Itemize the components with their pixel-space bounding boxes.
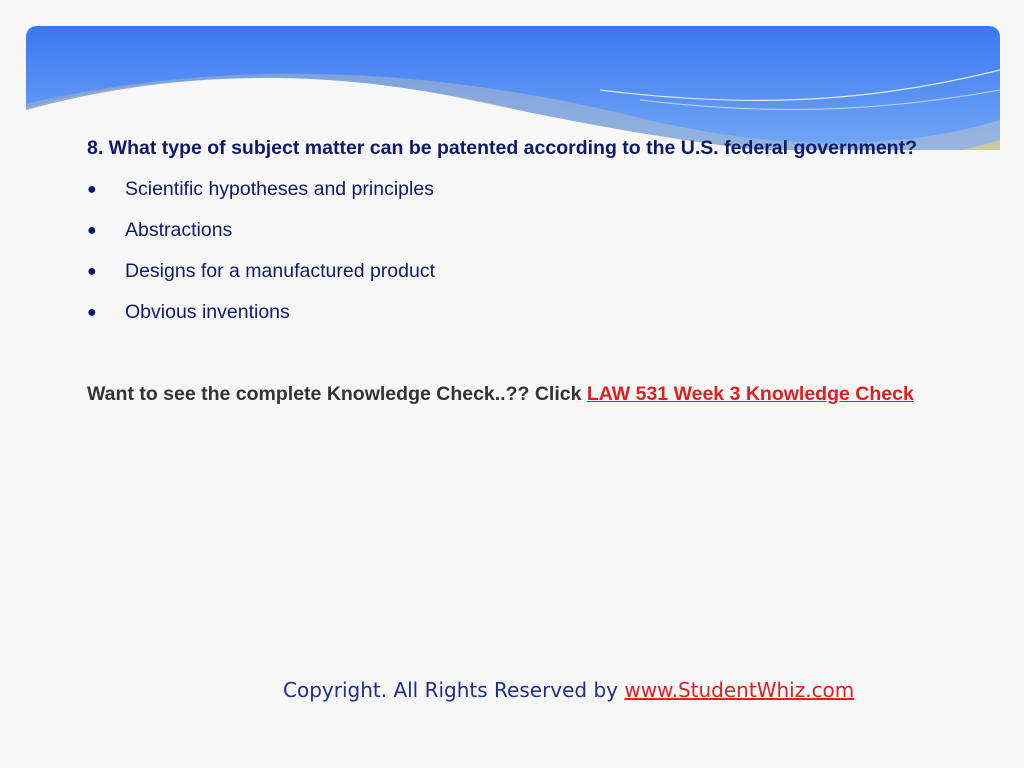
- bullet-icon: ●: [87, 181, 97, 198]
- list-item: [87, 292, 970, 333]
- list-item: [87, 169, 970, 210]
- slide-content: [87, 128, 970, 415]
- bullet-icon: ●: [87, 222, 97, 239]
- studentwhiz-link[interactable]: www.StudentWhiz.com: [624, 678, 855, 702]
- copyright-text: Copyright. All Rights Reserved by: [283, 678, 625, 702]
- answer-options-list: [87, 169, 970, 333]
- cta-prefix: Want to see the complete Knowledge Check..?? Click: [87, 383, 587, 405]
- option-label: Abstractions: [125, 219, 233, 241]
- bullet-icon: ●: [87, 263, 97, 280]
- option-label: Obvious inventions: [125, 301, 290, 323]
- question-text: 8. What type of subject matter can be patented according to the U.S. federal government?: [87, 137, 917, 159]
- call-to-action: [87, 374, 970, 415]
- list-item: [87, 251, 970, 292]
- option-label: Designs for a manufactured product: [125, 260, 436, 282]
- bullet-icon: ●: [87, 304, 97, 321]
- option-label: Scientific hypotheses and principles: [125, 178, 434, 200]
- knowledge-check-link[interactable]: LAW 531 Week 3 Knowledge Check: [586, 383, 914, 405]
- list-item: [87, 210, 970, 251]
- copyright-footer: [283, 678, 854, 702]
